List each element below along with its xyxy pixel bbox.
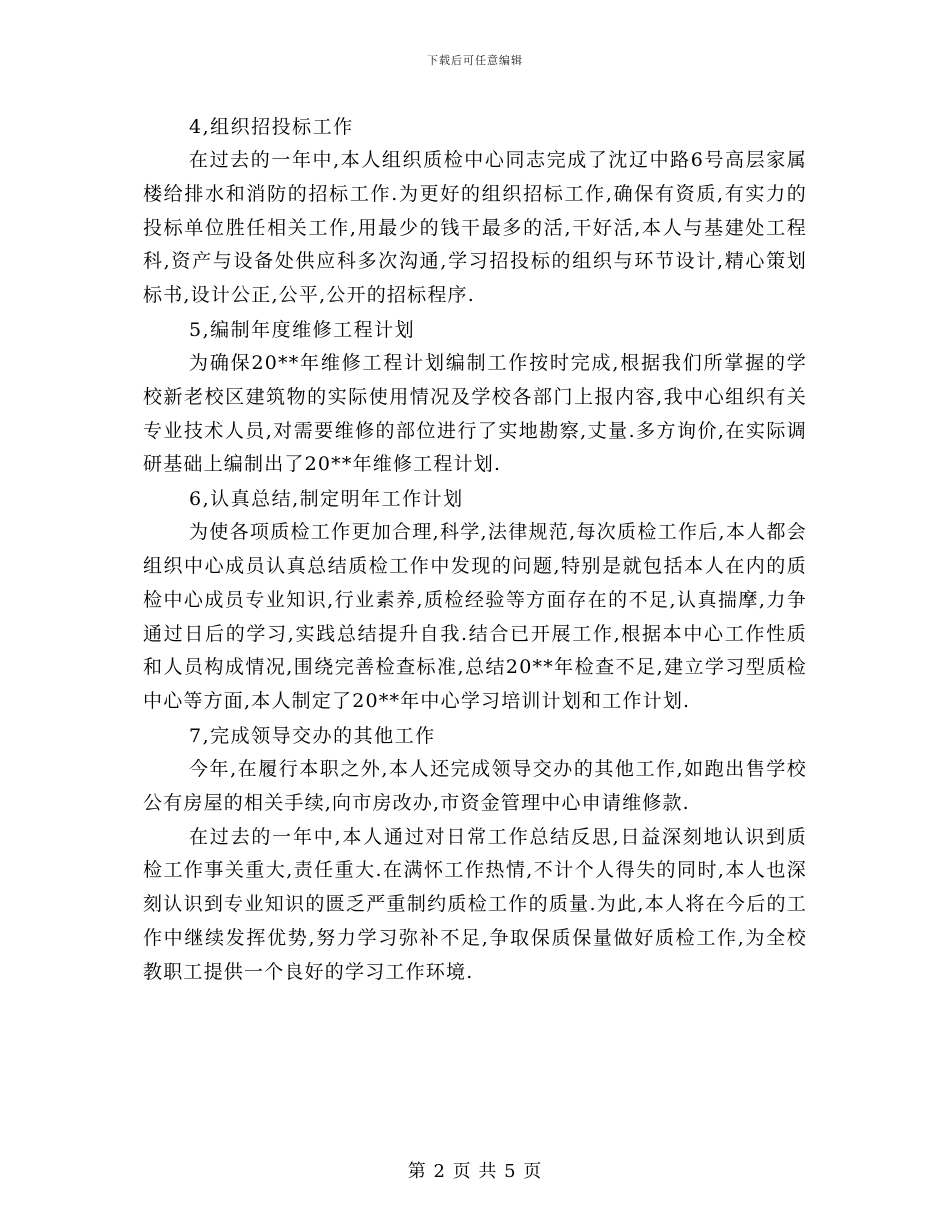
section-heading-7: 7,完成领导交办的其他工作 — [189, 724, 436, 747]
section-paragraph: 在过去的一年中,本人组织质检中心同志完成了沈辽中路6号高层家属楼给排水和消防的招标工作.为更好的组织招标工作,确保有资质,有实力的投标单位胜任相关工作,用最少的钱干最多的活,干好活,本人与基建处工程科,资产与设备处供应科多次沟通,学习招投标的组织与环节设计,精心策划标书,设计公正,公平,公开的招标程序. — [143, 149, 807, 307]
section-heading-6: 6,认真总结,制定明年工作计划 — [189, 488, 464, 511]
page-header: 下载后可任意编辑 — [427, 54, 523, 67]
page-number: 第 2 页 共 5 页 — [407, 1161, 543, 1182]
section-paragraph: 在过去的一年中,本人通过对日常工作总结反思,日益深刻地认识到质检工作事关重大,责任重大.在满怀工作热情,不计个人得失的同时,本人也深刻认识到专业知识的匮乏严重制约质检工作的质量.为此,本人将在今后的工作中继续发挥优势,努力学习弥补不足,争取保质保量做好质检工作,为全校教职工提供一个良好的学习工作环境. — [143, 825, 807, 983]
section-paragraph: 为使各项质检工作更加合理,科学,法律规范,每次质检工作后,本人都会组织中心成员认真总结质检工作中发现的问题,特别是就包括本人在内的质检中心成员专业知识,行业素养,质检经验等方面存在的不足,认真揣摩,力争通过日后的学习,实践总结提升自我.结合已开展工作,根据本中心工作性质和人员构成情况,围绕完善检查标准,总结20**年检查不足,建立学习型质检中心等方面,本人制定了20**年中心学习培训计划和工作计划. — [143, 521, 807, 713]
section-paragraph: 今年,在履行本职之外,本人还完成领导交办的其他工作,如跑出售学校公有房屋的相关手续,向市房改办,市资金管理中心申请维修款. — [143, 757, 807, 814]
section-heading-4: 4,组织招投标工作 — [189, 116, 354, 138]
section-heading-5: 5,编制年度维修工程计划 — [189, 318, 416, 341]
section-paragraph: 为确保20**年维修工程计划编制工作按时完成,根据我们所掌握的学校新老校区建筑物的实际使用情况及学校各部门上报内容,我中心组织有关专业技术人员,对需要维修的部位进行了实地勘察,丈量.多方询价,在实际调研基础上编制出了20**年维修工程计划. — [143, 351, 807, 476]
document-body — [143, 110, 807, 990]
